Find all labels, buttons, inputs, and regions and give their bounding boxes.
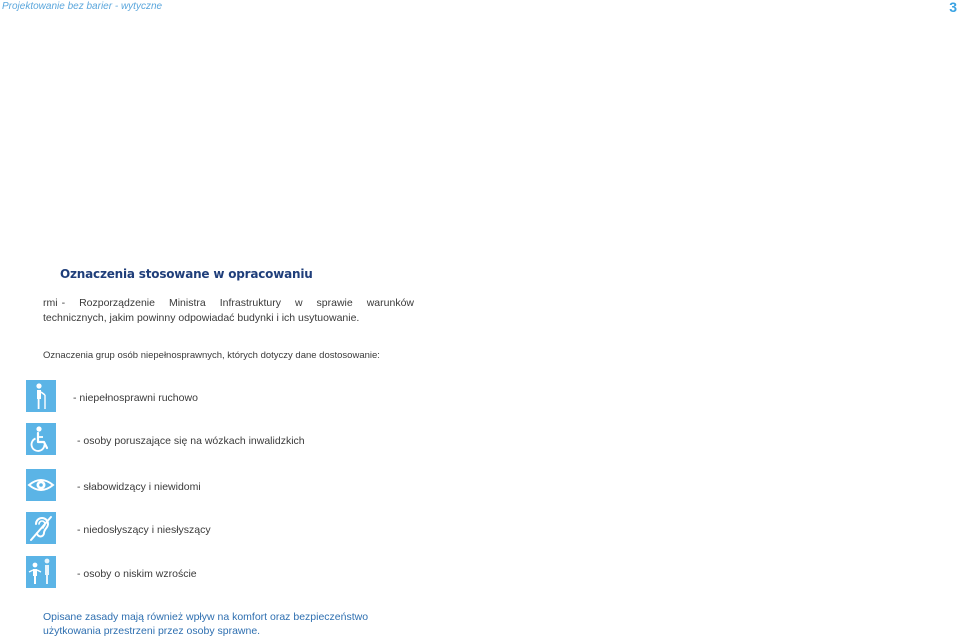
legend-label: - niepełnosprawni ruchowo <box>73 392 198 404</box>
abbreviation: rmi <box>43 297 58 309</box>
legend-item-wheelchair <box>26 423 446 455</box>
section-title: Oznaczenia stosowane w opracowaniu <box>60 267 313 281</box>
eye-icon <box>26 469 56 501</box>
legend-label: - słabowidzący i niewidomi <box>77 481 201 493</box>
ear-icon <box>26 512 56 544</box>
walking-cane-icon <box>26 380 56 412</box>
legend-label: - osoby poruszające się na wózkach inwalidzkich <box>77 435 305 447</box>
running-header: Projektowanie bez barier - wytyczne <box>2 1 163 12</box>
closing-note: Opisane zasady mają również wpływ na komfort oraz bezpieczeństwo użytkowania przestrzeni przez osoby sprawne. <box>43 611 369 637</box>
legend-label: - niedosłyszący i niesłyszący <box>77 524 211 536</box>
abbreviation-definition <box>43 296 414 326</box>
abbreviation-text: - Rozporządzenie Ministra Infrastruktury w sprawie warunków technicznych, jakim powinny odpowiadać budynki i ich usytuowanie. <box>43 297 414 324</box>
legend-item-short-stature <box>26 556 446 588</box>
legend-intro: Oznaczenia grup osób niepełnosprawnych, których dotyczy dane dostosowanie: <box>43 350 380 361</box>
page-number: 3 <box>949 0 957 15</box>
legend-label: - osoby o niskim wzroście <box>77 568 197 580</box>
legend-item-hearing <box>26 512 446 544</box>
legend-item-mobility <box>26 380 446 412</box>
legend-item-vision <box>26 469 446 501</box>
short-stature-icon <box>26 556 56 588</box>
wheelchair-icon <box>26 423 56 455</box>
